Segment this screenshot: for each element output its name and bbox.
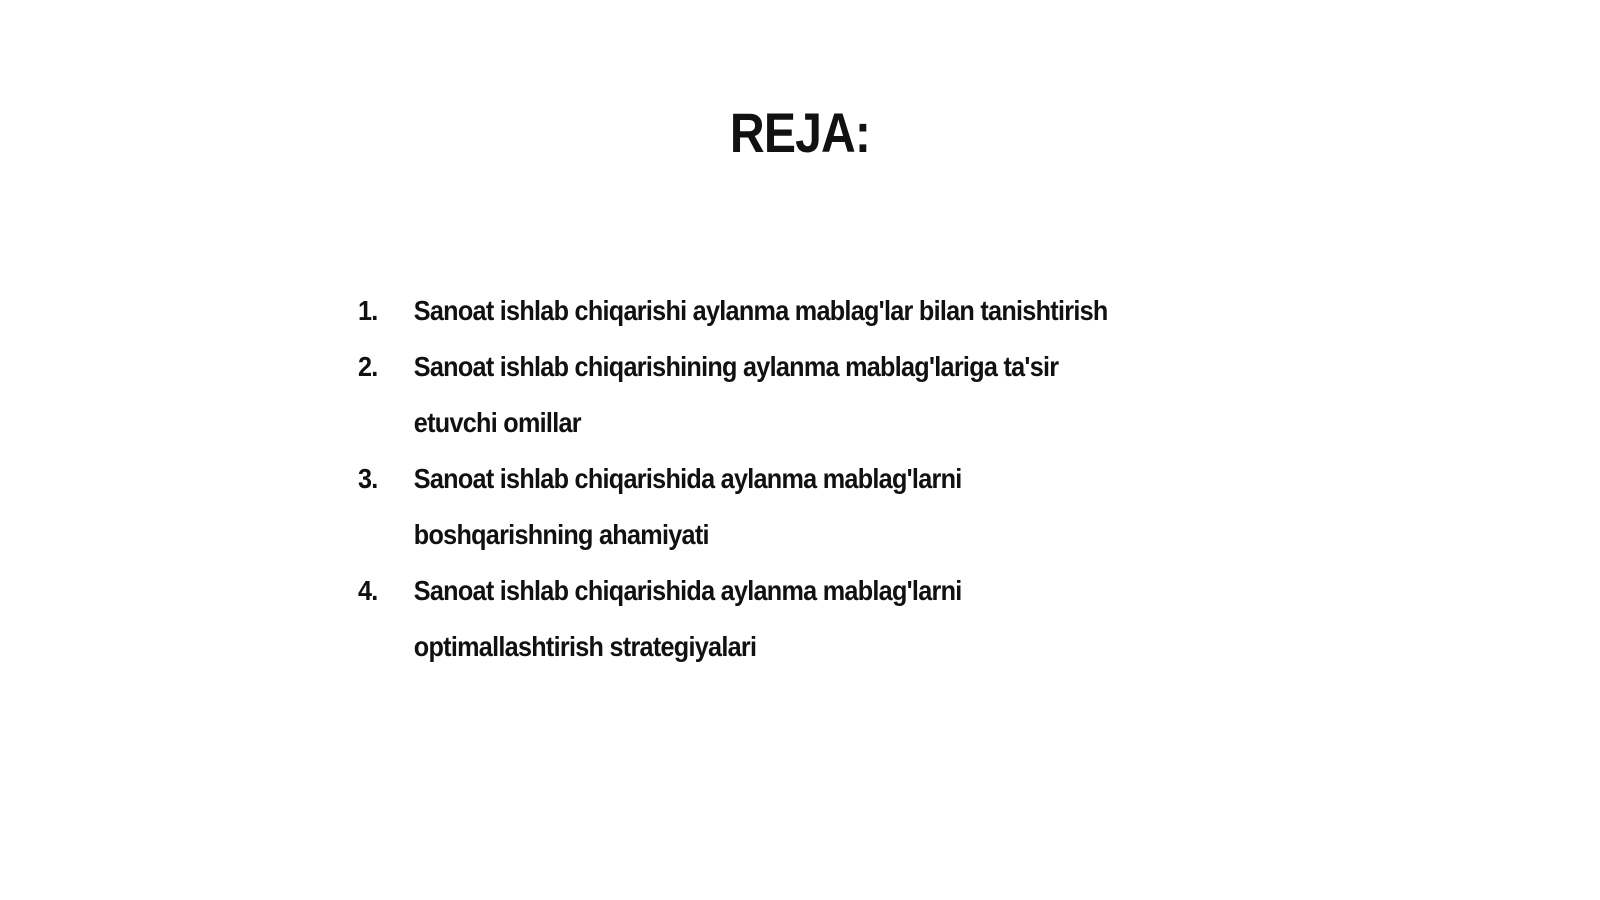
plan-item-text: Sanoat ishlab chiqarishi aylanma mablag'lar bilan tanishtirish: [413, 295, 1108, 326]
plan-item-2: [358, 339, 1132, 451]
plan-item-text: Sanoat ishlab chiqarishida aylanma mablag'larni boshqarishning ahamiyati: [413, 463, 962, 550]
plan-item-4: [358, 563, 1132, 675]
plan-item-number: 4.: [358, 575, 378, 606]
plan-item-text: Sanoat ishlab chiqarishida aylanma mablag'larni optimallashtirish strategiyalari: [413, 575, 962, 662]
plan-item-3: [358, 451, 1132, 563]
slide-title: REJA:: [729, 101, 871, 164]
plan-item-number: 3.: [358, 463, 378, 494]
plan-item-number: 1.: [358, 295, 378, 326]
plan-item-number: 2.: [358, 351, 378, 382]
plan-item-1: [358, 283, 1132, 339]
plan-item-text: Sanoat ishlab chiqarishining aylanma mablag'lariga ta'sir etuvchi omillar: [413, 351, 1059, 438]
plan-list: [358, 283, 1218, 675]
